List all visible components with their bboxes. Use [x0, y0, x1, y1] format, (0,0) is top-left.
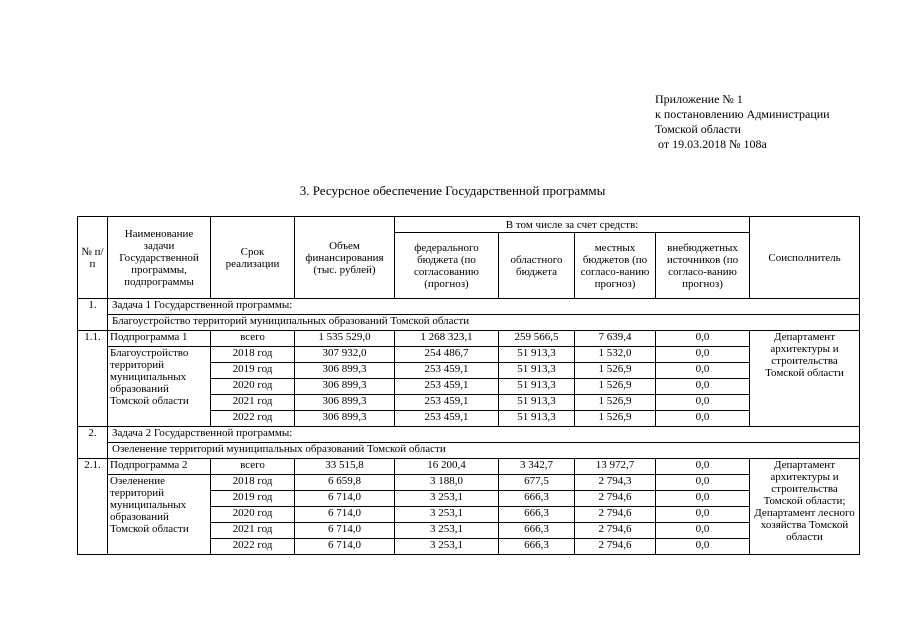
federal-cell: 3 253,1: [395, 507, 499, 523]
volume-cell: 33 515,8: [295, 459, 395, 475]
term-cell: 2020 год: [211, 507, 295, 523]
subprogram-label: Подпрограмма 1: [108, 331, 211, 347]
extra-cell: 0,0: [656, 379, 750, 395]
regional-cell: 51 913,3: [499, 363, 575, 379]
regional-cell: 259 566,5: [499, 331, 575, 347]
regional-cell: 51 913,3: [499, 411, 575, 427]
regional-cell: 51 913,3: [499, 379, 575, 395]
table-row: [78, 475, 860, 491]
document-title: 3. Ресурсное обеспечение Государственной программы: [299, 183, 606, 198]
appendix-block: [655, 92, 895, 152]
regional-cell: 666,3: [499, 539, 575, 555]
local-cell: 1 526,9: [575, 363, 656, 379]
term-cell: 2018 год: [211, 347, 295, 363]
federal-cell: 3 188,0: [395, 475, 499, 491]
volume-cell: 6 714,0: [295, 491, 395, 507]
term-cell: всего: [211, 459, 295, 475]
local-cell: 2 794,6: [575, 491, 656, 507]
local-cell: 1 532,0: [575, 347, 656, 363]
task-label: Задача 1 Государственной программы:: [108, 299, 860, 315]
extra-cell: 0,0: [656, 523, 750, 539]
task-name: Озеленение территорий муниципальных образований Томской области: [108, 443, 860, 459]
federal-cell: 253 459,1: [395, 379, 499, 395]
extra-cell: 0,0: [656, 347, 750, 363]
term-cell: 2022 год: [211, 539, 295, 555]
subprogram-name: Благоустройство территорий муниципальных образований Томской области: [108, 347, 211, 427]
task-label: Задача 2 Государственной программы:: [108, 427, 860, 443]
federal-cell: 253 459,1: [395, 363, 499, 379]
regional-cell: 51 913,3: [499, 347, 575, 363]
federal-cell: 3 253,1: [395, 491, 499, 507]
volume-cell: 306 899,3: [295, 411, 395, 427]
task-section-1: [78, 299, 860, 427]
regional-cell: 666,3: [499, 507, 575, 523]
header-name: Наименование задачи Государственной программы, подпрограммы: [108, 217, 211, 299]
extra-cell: 0,0: [656, 475, 750, 491]
regional-cell: 666,3: [499, 523, 575, 539]
header-num: № п/п: [78, 217, 108, 299]
table-row: [78, 459, 860, 475]
local-cell: 7 639,4: [575, 331, 656, 347]
term-cell: 2018 год: [211, 475, 295, 491]
executor-cell: Департамент архитектуры и строительства Томской области; Департамент лесного хозяйства Томской области: [750, 459, 860, 555]
extra-cell: 0,0: [656, 491, 750, 507]
header-executor: Соисполнитель: [750, 217, 860, 299]
subprogram-name: Озеленение территорий муниципальных образований Томской области: [108, 475, 211, 555]
term-cell: 2021 год: [211, 523, 295, 539]
local-cell: 2 794,6: [575, 507, 656, 523]
table-row: [78, 331, 860, 347]
volume-cell: 306 899,3: [295, 379, 395, 395]
header-volume: Объем финансирования (тыс. рублей): [295, 217, 395, 299]
extra-cell: 0,0: [656, 507, 750, 523]
header-extra: внебюджетных источников (по согласо-ванию прогноз): [656, 233, 750, 299]
task-section-2: [78, 427, 860, 555]
regional-cell: 51 913,3: [499, 395, 575, 411]
local-cell: 1 526,9: [575, 379, 656, 395]
federal-cell: 3 253,1: [395, 523, 499, 539]
federal-cell: 253 459,1: [395, 411, 499, 427]
extra-cell: 0,0: [656, 331, 750, 347]
header-including: В том числе за счет средств:: [395, 217, 750, 233]
subprogram-num: 1.1.: [78, 331, 108, 427]
federal-cell: 1 268 323,1: [395, 331, 499, 347]
volume-cell: 6 714,0: [295, 523, 395, 539]
appendix-line: Приложение № 1: [655, 92, 743, 106]
local-cell: 13 972,7: [575, 459, 656, 475]
extra-cell: 0,0: [656, 395, 750, 411]
extra-cell: 0,0: [656, 411, 750, 427]
term-cell: 2019 год: [211, 491, 295, 507]
regional-cell: 666,3: [499, 491, 575, 507]
volume-cell: 1 535 529,0: [295, 331, 395, 347]
header-local: местных бюджетов (по согласо-ванию прогноз): [575, 233, 656, 299]
task-num: 2.: [78, 427, 108, 459]
term-cell: 2022 год: [211, 411, 295, 427]
extra-cell: 0,0: [656, 363, 750, 379]
appendix-line: Томской области: [655, 122, 741, 136]
regional-cell: 677,5: [499, 475, 575, 491]
volume-cell: 6 659,8: [295, 475, 395, 491]
local-cell: 1 526,9: [575, 395, 656, 411]
term-cell: 2020 год: [211, 379, 295, 395]
extra-cell: 0,0: [656, 459, 750, 475]
term-cell: всего: [211, 331, 295, 347]
header-federal: федерального бюджета (по согласованию (прогноз): [395, 233, 499, 299]
local-cell: 2 794,3: [575, 475, 656, 491]
volume-cell: 6 714,0: [295, 539, 395, 555]
regional-cell: 3 342,7: [499, 459, 575, 475]
executor-cell: Департамент архитектуры и строительства Томской области: [750, 331, 860, 427]
appendix-line: от 19.03.2018 № 108а: [658, 137, 767, 151]
term-cell: 2019 год: [211, 363, 295, 379]
appendix-line: к постановлению Администрации: [655, 107, 830, 121]
header-regional: областного бюджета: [499, 233, 575, 299]
local-cell: 2 794,6: [575, 539, 656, 555]
term-cell: 2021 год: [211, 395, 295, 411]
table-row: [78, 347, 860, 363]
local-cell: 1 526,9: [575, 411, 656, 427]
federal-cell: 253 459,1: [395, 395, 499, 411]
extra-cell: 0,0: [656, 539, 750, 555]
volume-cell: 307 932,0: [295, 347, 395, 363]
federal-cell: 3 253,1: [395, 539, 499, 555]
volume-cell: 306 899,3: [295, 363, 395, 379]
subprogram-num: 2.1.: [78, 459, 108, 555]
task-name: Благоустройство территорий муниципальных образований Томской области: [108, 315, 860, 331]
task-num: 1.: [78, 299, 108, 331]
federal-cell: 16 200,4: [395, 459, 499, 475]
volume-cell: 306 899,3: [295, 395, 395, 411]
subprogram-label: Подпрограмма 2: [108, 459, 211, 475]
header-term: Срок реализации: [211, 217, 295, 299]
volume-cell: 6 714,0: [295, 507, 395, 523]
federal-cell: 254 486,7: [395, 347, 499, 363]
local-cell: 2 794,6: [575, 523, 656, 539]
resource-table: [77, 216, 860, 555]
